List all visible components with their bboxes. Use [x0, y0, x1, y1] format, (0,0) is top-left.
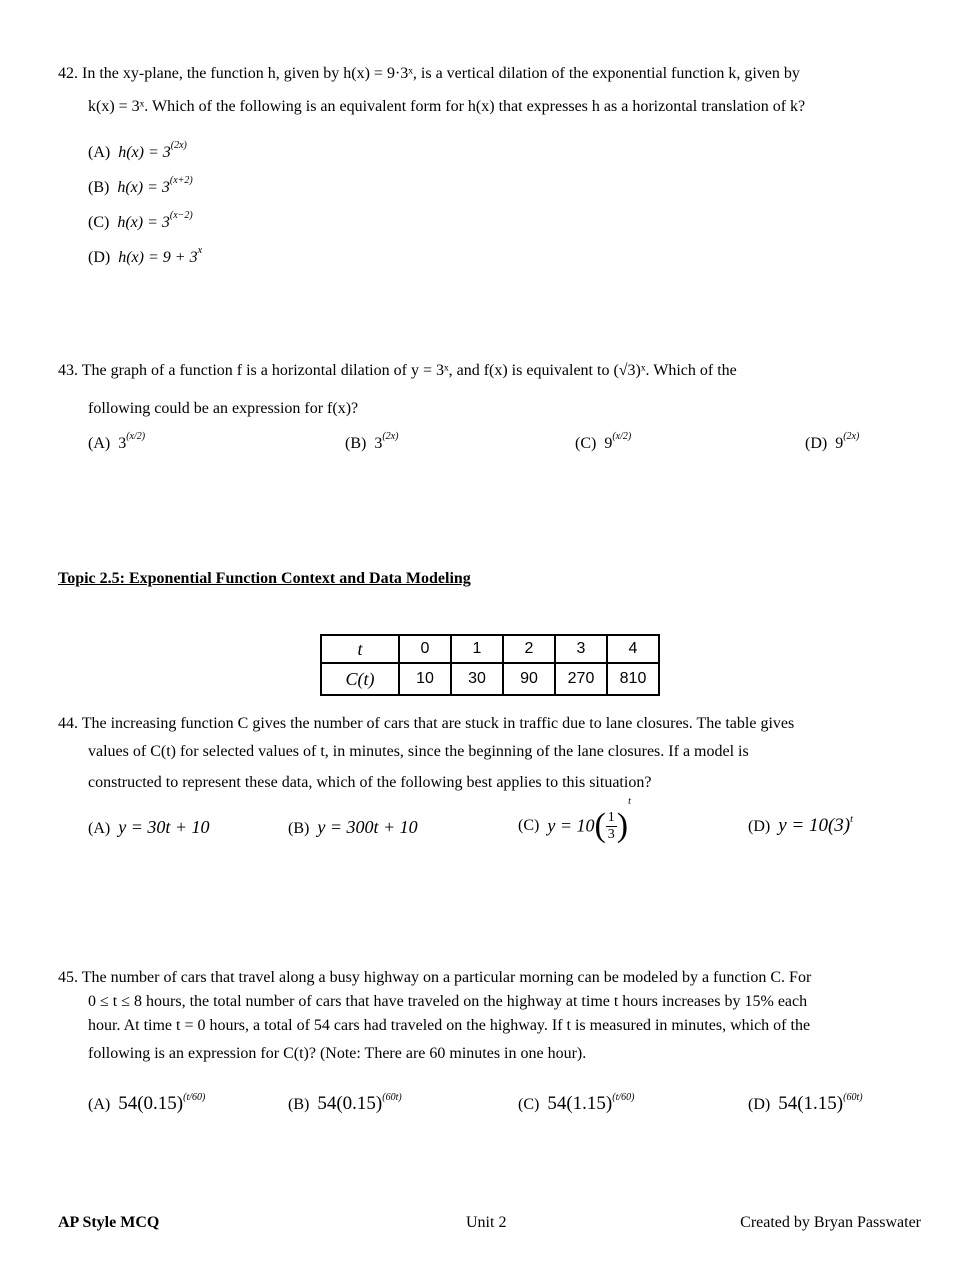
option-expression: h(x) = 3 — [117, 214, 170, 231]
option-expression: 3 — [374, 435, 383, 452]
table-cell: 810 — [607, 663, 659, 695]
right-paren: ) — [616, 806, 629, 844]
q44-option-c[interactable] — [518, 796, 631, 847]
option-letter: (D) — [805, 435, 828, 452]
fraction-denominator: 3 — [607, 826, 615, 842]
footer-left: AP Style MCQ — [58, 1214, 160, 1231]
option-expression: y = 30t + 10 — [118, 817, 210, 837]
option-exponent: (2x) — [843, 431, 860, 442]
q43-option-a[interactable] — [88, 431, 146, 453]
option-letter: (D) — [748, 1096, 771, 1113]
option-expression: 9 — [604, 435, 613, 452]
q44-option-a[interactable] — [88, 817, 210, 839]
footer-center: Unit 2 — [466, 1214, 507, 1231]
option-letter: (B) — [345, 435, 367, 452]
q44-option-d[interactable] — [748, 815, 853, 838]
q42-option-d[interactable] — [88, 245, 203, 267]
option-letter: (C) — [575, 435, 597, 452]
q43-option-b[interactable] — [345, 431, 399, 453]
q45-option-b[interactable] — [288, 1093, 402, 1116]
q45-stem-line4: following is an expression for C(t)? (Note: There are 60 minutes in one hour). — [88, 1045, 587, 1062]
data-table — [320, 634, 660, 696]
option-letter: (B) — [288, 1096, 310, 1113]
left-paren: ( — [594, 806, 606, 844]
option-exponent: (2x) — [170, 140, 187, 151]
table-cell: 0 — [399, 635, 451, 663]
table-cell: 2 — [503, 635, 555, 663]
option-letter: (A) — [88, 820, 111, 837]
option-expression: 54(0.15) — [317, 1093, 383, 1114]
option-expression: h(x) = 3 — [117, 179, 170, 196]
q45-option-d[interactable] — [748, 1093, 863, 1116]
q45-stem-line1: 45. The number of cars that travel along a busy highway on a particular morning can be modeled by a function C. For — [58, 969, 812, 986]
q44-stem-line1: 44. The increasing function C gives the number of cars that are stuck in traffic due to lane closures. The table gives — [58, 715, 795, 732]
option-letter: (A) — [88, 435, 111, 452]
q42-stem-line1: 42. In the xy-plane, the function h, given by h(x) = 9·3ˣ, is a vertical dilation of the exponential function k, given by — [58, 65, 800, 82]
option-letter: (B) — [88, 179, 110, 196]
fraction — [606, 810, 617, 842]
q45-option-c[interactable] — [518, 1093, 634, 1116]
topic-heading: Topic 2.5: Exponential Function Context and Data Modeling — [58, 570, 471, 587]
table-cell: 3 — [555, 635, 607, 663]
table-cell: 10 — [399, 663, 451, 695]
q43-option-c[interactable] — [575, 431, 632, 453]
option-expression: 54(0.15) — [118, 1093, 184, 1114]
table-cell: 1 — [451, 635, 503, 663]
q45-option-a[interactable] — [88, 1093, 205, 1116]
option-exponent: t — [850, 814, 853, 825]
option-letter: (C) — [518, 817, 540, 834]
table-cell: 30 — [451, 663, 503, 695]
option-exponent: x — [197, 245, 203, 256]
option-letter: (C) — [518, 1096, 540, 1113]
q42-option-a[interactable] — [88, 140, 187, 162]
q43-stem-line1: 43. The graph of a function f is a horizontal dilation of y = 3ˣ, and f(x) is equivalent to (√3)ˣ. Which of the — [58, 362, 737, 379]
option-letter: (A) — [88, 1096, 111, 1113]
option-expression: h(x) = 3 — [118, 144, 171, 161]
option-exponent: (x−2) — [169, 210, 193, 221]
option-letter: (A) — [88, 144, 111, 161]
option-letter: (B) — [288, 820, 310, 837]
option-expression: y = 10(3) — [778, 815, 851, 836]
footer-right: Created by Bryan Passwater — [740, 1214, 921, 1231]
option-expression: h(x) = 9 + 3 — [118, 249, 198, 266]
option-exponent: t — [628, 796, 631, 807]
option-expression: 54(1.15) — [547, 1093, 613, 1114]
option-exponent: (x+2) — [169, 175, 193, 186]
option-expression: y = 10 — [547, 815, 595, 836]
option-exponent: (60t) — [843, 1092, 863, 1103]
option-expression: 54(1.15) — [778, 1093, 844, 1114]
option-letter: (D) — [748, 818, 771, 835]
q42-option-c[interactable] — [88, 210, 193, 232]
option-exponent: (t/60) — [183, 1092, 206, 1103]
q44-stem-line3: constructed to represent these data, which of the following best applies to this situation? — [88, 774, 652, 791]
q44-option-b[interactable] — [288, 817, 418, 839]
option-exponent: (x/2) — [612, 431, 632, 442]
q43-option-d[interactable] — [805, 431, 860, 453]
option-expression: 9 — [835, 435, 844, 452]
option-exponent: (2x) — [382, 431, 399, 442]
q43-stem-line2: following could be an expression for f(x)? — [88, 400, 359, 417]
table-row-t — [321, 635, 659, 663]
table-cell: 270 — [555, 663, 607, 695]
table-cell: 90 — [503, 663, 555, 695]
q42-option-b[interactable] — [88, 175, 193, 197]
table-header-c: C(t) — [321, 663, 399, 695]
option-exponent: (60t) — [382, 1092, 402, 1103]
option-letter: (C) — [88, 214, 110, 231]
option-expression: y = 300t + 10 — [317, 817, 418, 837]
option-exponent: (t/60) — [612, 1092, 635, 1103]
option-exponent: (x/2) — [126, 431, 146, 442]
option-expression: 3 — [118, 435, 127, 452]
q44-stem-line2: values of C(t) for selected values of t, in minutes, since the beginning of the lane closures. If a model is — [88, 743, 749, 760]
q45-stem-line2: 0 ≤ t ≤ 8 hours, the total number of cars that have traveled on the highway at time t hours increases by 15% each — [88, 993, 808, 1010]
table-row-c — [321, 663, 659, 695]
fraction-numerator: 1 — [607, 810, 615, 826]
option-letter: (D) — [88, 249, 111, 266]
q45-stem-line3: hour. At time t = 0 hours, a total of 54 cars had traveled on the highway. If t is measured in minutes, which of the — [88, 1017, 811, 1034]
table-header-t: t — [321, 635, 399, 663]
table-cell: 4 — [607, 635, 659, 663]
q42-stem-line2: k(x) = 3ˣ. Which of the following is an equivalent form for h(x) that expresses h as a horizontal translation of k? — [88, 98, 806, 115]
